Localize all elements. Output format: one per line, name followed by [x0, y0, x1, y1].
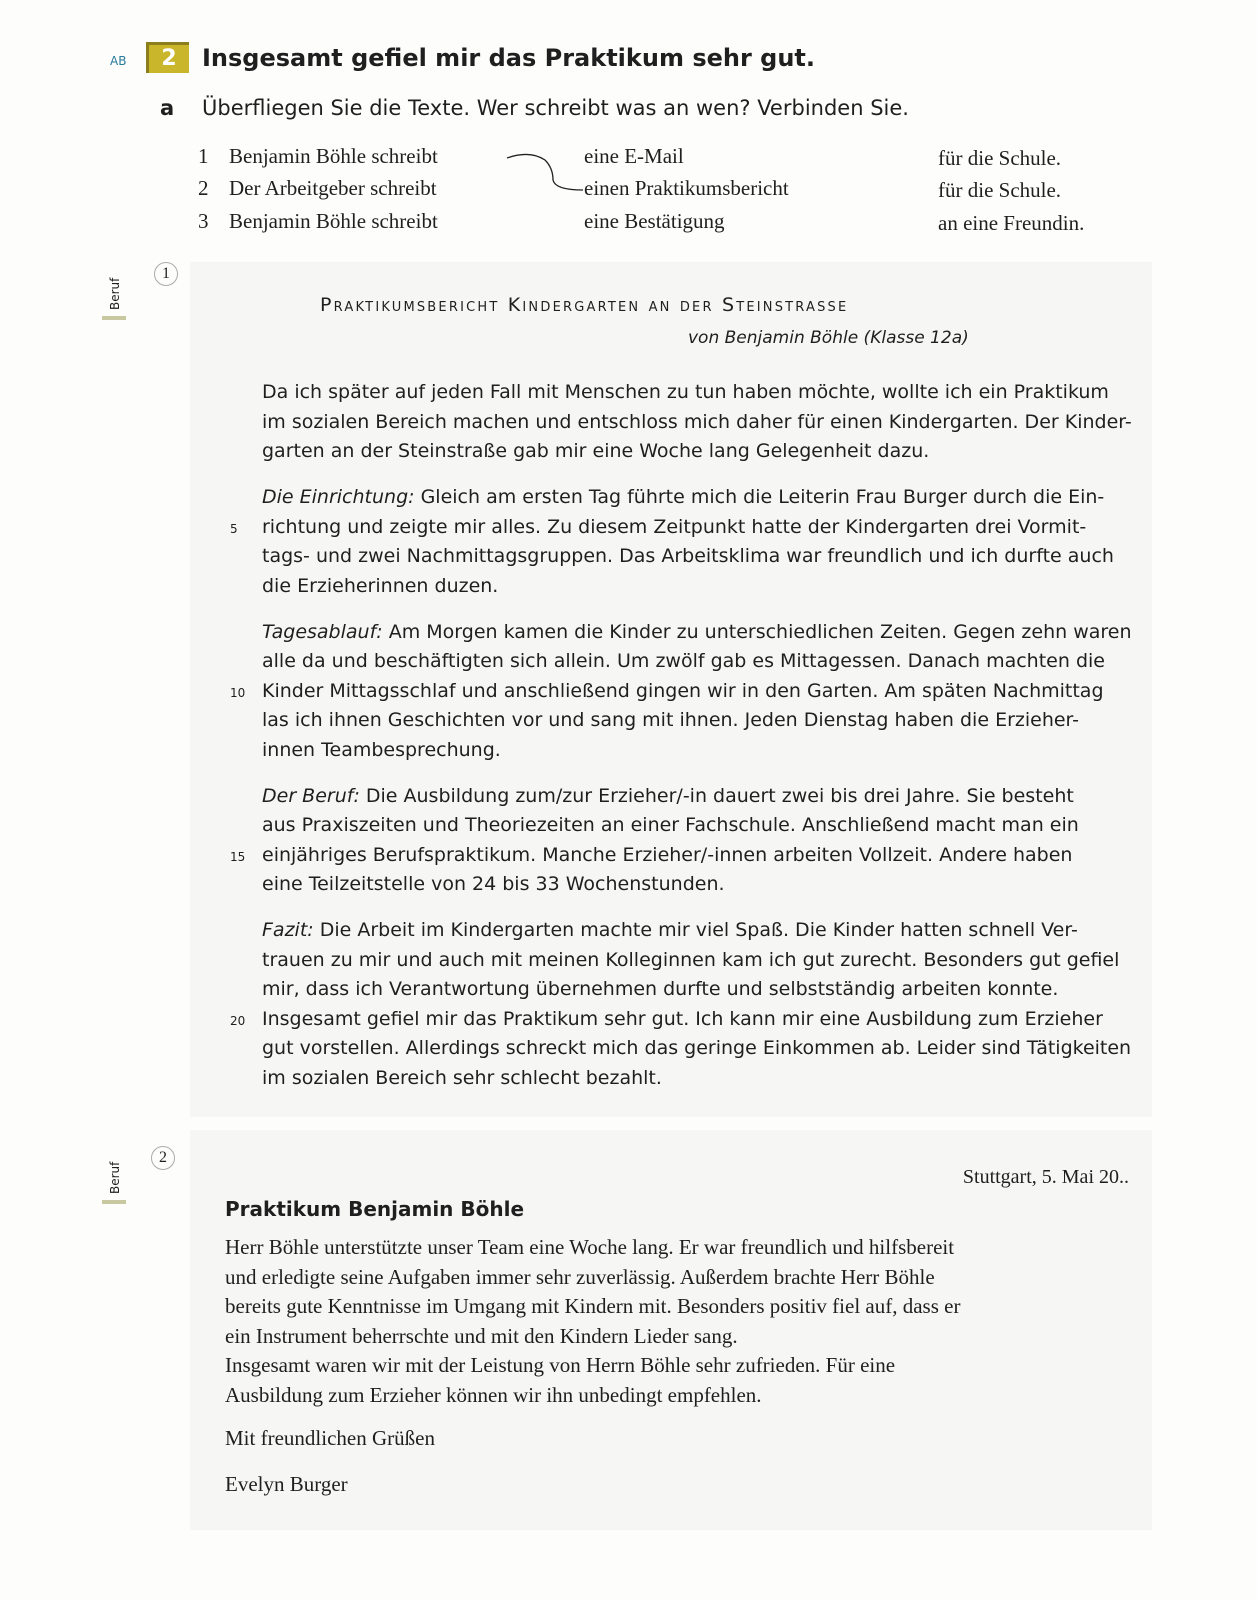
text-line [262, 946, 1142, 976]
text-line [262, 870, 1142, 900]
line-number: 20 [230, 1013, 246, 1028]
text-line [230, 1005, 1142, 1035]
text-line [230, 677, 1142, 707]
side-label-topic: Beruf [108, 1161, 122, 1194]
match-right-item[interactable]: an eine Freundin. [938, 211, 1085, 235]
match-middle-item[interactable]: eine Bestätigung [584, 209, 725, 233]
letter-line: Ausbildung zum Erzieher können wir ihn unbedingt empfehlen. [225, 1382, 762, 1407]
text-line [262, 572, 1142, 602]
text-number-circle: 1 [154, 262, 178, 286]
text-line [262, 378, 1142, 408]
report-paragraph [230, 618, 1142, 766]
match-right-item[interactable]: für die Schule. [938, 178, 1062, 202]
line-text: Die Arbeit im Kindergarten machte mir viel Spaß. Die Kinder hatten schnell Ver- [313, 919, 1078, 941]
line-text: mir, dass ich Verantwortung übernehmen durfte und selbstständig arbeiten konnte. [262, 978, 1059, 1000]
letter-line: bereits gute Kenntnisse im Umgang mit Kindern mit. Besonders positiv fiel auf, dass er [225, 1294, 961, 1318]
paragraph-lead: Der Beruf: [262, 784, 360, 807]
text-line [262, 782, 1142, 812]
paragraph-lead: Tagesablauf: [262, 620, 383, 643]
line-number: 15 [230, 849, 246, 864]
report-byline: von Benjamin Böhle (Klasse 12a) [688, 328, 969, 348]
letter-closing: Mit freundlichen Grüßen [225, 1426, 435, 1450]
match-middle-item[interactable]: eine E-Mail [584, 144, 684, 168]
line-text: Die Ausbildung zum/zur Erzieher/-in dauert zwei bis drei Jahre. Sie besteht [359, 784, 1074, 807]
letter-line: Herr Böhle unterstützte unser Team eine Woche lang. Er war freundlich und hilfsbereit [225, 1235, 955, 1259]
text-line [262, 706, 1142, 736]
text-line [262, 1064, 1142, 1094]
letter-signature: Evelyn Burger [225, 1472, 348, 1496]
line-text: aus Praxiszeiten und Theoriezeiten an einer Fachschule. Anschließend macht man ein [262, 814, 1079, 836]
exercise-number-badge: 2 [146, 42, 189, 73]
line-number: 5 [230, 521, 238, 536]
line-text: Kinder Mittagsschlaf und anschließend gingen wir in den Garten. Am späten Nachmittag [262, 679, 1104, 702]
line-text: tags- und zwei Nachmittagsgruppen. Das Arbeitsklima war freundlich und ich durfte auch [262, 545, 1114, 567]
line-text: einjähriges Berufspraktikum. Manche Erzieher/-innen arbeiten Vollzeit. Andere haben [262, 843, 1073, 866]
line-text: im sozialen Bereich sehr schlecht bezahlt. [262, 1066, 662, 1089]
line-text: richtung und zeigte mir alles. Zu diesem Zeitpunkt hatte der Kindergarten drei Vormit- [262, 515, 1087, 538]
match-left-item[interactable]: Der Arbeitgeber schreibt [229, 176, 437, 200]
report-title: Praktikumsbericht Kindergarten an der Steinstrasse [320, 294, 849, 316]
report-paragraph [230, 916, 1142, 1093]
side-label-bar [102, 1200, 126, 1204]
text-line [262, 437, 1142, 467]
task-letter: a [160, 96, 175, 120]
letter-line: ein Instrument beherrschte und mit den Kindern Lieder sang. [225, 1323, 738, 1348]
text-line [262, 916, 1142, 946]
report-paragraph [230, 483, 1142, 601]
match-left-num: 3 [198, 209, 209, 233]
text-line [262, 1034, 1142, 1064]
letter-date: Stuttgart, 5. Mai 20.. [962, 1166, 1129, 1188]
line-text: Am Morgen kamen die Kinder zu unterschiedlichen Zeiten. Gegen zehn waren [382, 620, 1132, 643]
line-text: alle da und beschäftigten sich allein. Um zwölf gab es Mittagessen. Danach machten die [262, 650, 1105, 672]
line-text: eine Teilzeitstelle von 24 bis 33 Wochenstunden. [262, 873, 725, 895]
line-number: 10 [230, 685, 246, 700]
report-paragraph [230, 782, 1142, 900]
line-text: Gleich am ersten Tag führte mich die Leiterin Frau Burger durch die Ein- [414, 486, 1105, 508]
text-line [262, 618, 1142, 648]
workbook-reference: AB [110, 54, 127, 68]
letter-line: und erledigte seine Aufgaben immer sehr zuverlässig. Außerdem brachte Herr Böhle [225, 1264, 935, 1289]
letter-body [225, 1233, 960, 1410]
text-line [262, 736, 1142, 766]
text-line [230, 841, 1142, 871]
report-paragraph [262, 378, 1142, 467]
side-label-topic: Beruf [108, 277, 122, 310]
match-left-item[interactable]: Benjamin Böhle schreibt [229, 144, 438, 168]
letter-line: Insgesamt waren wir mit der Leistung von Herrn Böhle sehr zufrieden. Für eine [225, 1353, 896, 1377]
text-line [262, 975, 1142, 1005]
text-line [262, 483, 1142, 513]
line-text: Insgesamt gefiel mir das Praktikum sehr gut. Ich kann mir eine Ausbildung zum Erzieher [262, 1007, 1103, 1030]
match-middle-item[interactable]: einen Praktikumsbericht [584, 176, 789, 200]
line-text: gut vorstellen. Allerdings schreckt mich das geringe Einkommen ab. Leider sind Tätigkeiten [262, 1037, 1132, 1059]
text-number-circle: 2 [151, 1146, 175, 1170]
line-text: las ich ihnen Geschichten vor und sang mit ihnen. Jeden Dienstag haben die Erzieher- [262, 709, 1080, 731]
text-line [262, 811, 1142, 841]
line-text: die Erzieherinnen duzen. [262, 574, 499, 597]
line-text: trauen zu mir und auch mit meinen Kolleginnen kam ich gut zurecht. Besonders gut gefiel [262, 948, 1120, 971]
report-body [230, 378, 1142, 1110]
exercise-title: Insgesamt gefiel mir das Praktikum sehr gut. [202, 44, 816, 72]
text-line [262, 647, 1142, 677]
paragraph-lead: Fazit: [262, 919, 314, 941]
match-left-num: 2 [198, 176, 209, 200]
line-text: garten an der Steinstraße gab mir eine Woche lang Gelegenheit dazu. [262, 440, 930, 462]
line-text: Da ich später auf jeden Fall mit Menschen zu tun haben möchte, wollte ich ein Praktikum [262, 381, 1109, 403]
paragraph-lead: Die Einrichtung: [262, 486, 415, 508]
match-right-item[interactable]: für die Schule. [938, 146, 1062, 170]
line-text: im sozialen Bereich machen und entschloss mich daher für einen Kindergarten. Der Kinder- [262, 410, 1132, 433]
line-text: innen Teambesprechung. [262, 738, 501, 761]
text-line [262, 542, 1142, 572]
task-instruction: Überfliegen Sie die Texte. Wer schreibt was an wen? Verbinden Sie. [202, 96, 909, 120]
match-left-num: 1 [198, 144, 209, 168]
text-line [262, 408, 1142, 438]
letter-heading: Praktikum Benjamin Böhle [225, 1197, 525, 1221]
match-left-item[interactable]: Benjamin Böhle schreibt [229, 209, 438, 233]
connection-line [505, 148, 585, 198]
text-line [230, 513, 1142, 543]
side-label-bar [102, 316, 126, 320]
